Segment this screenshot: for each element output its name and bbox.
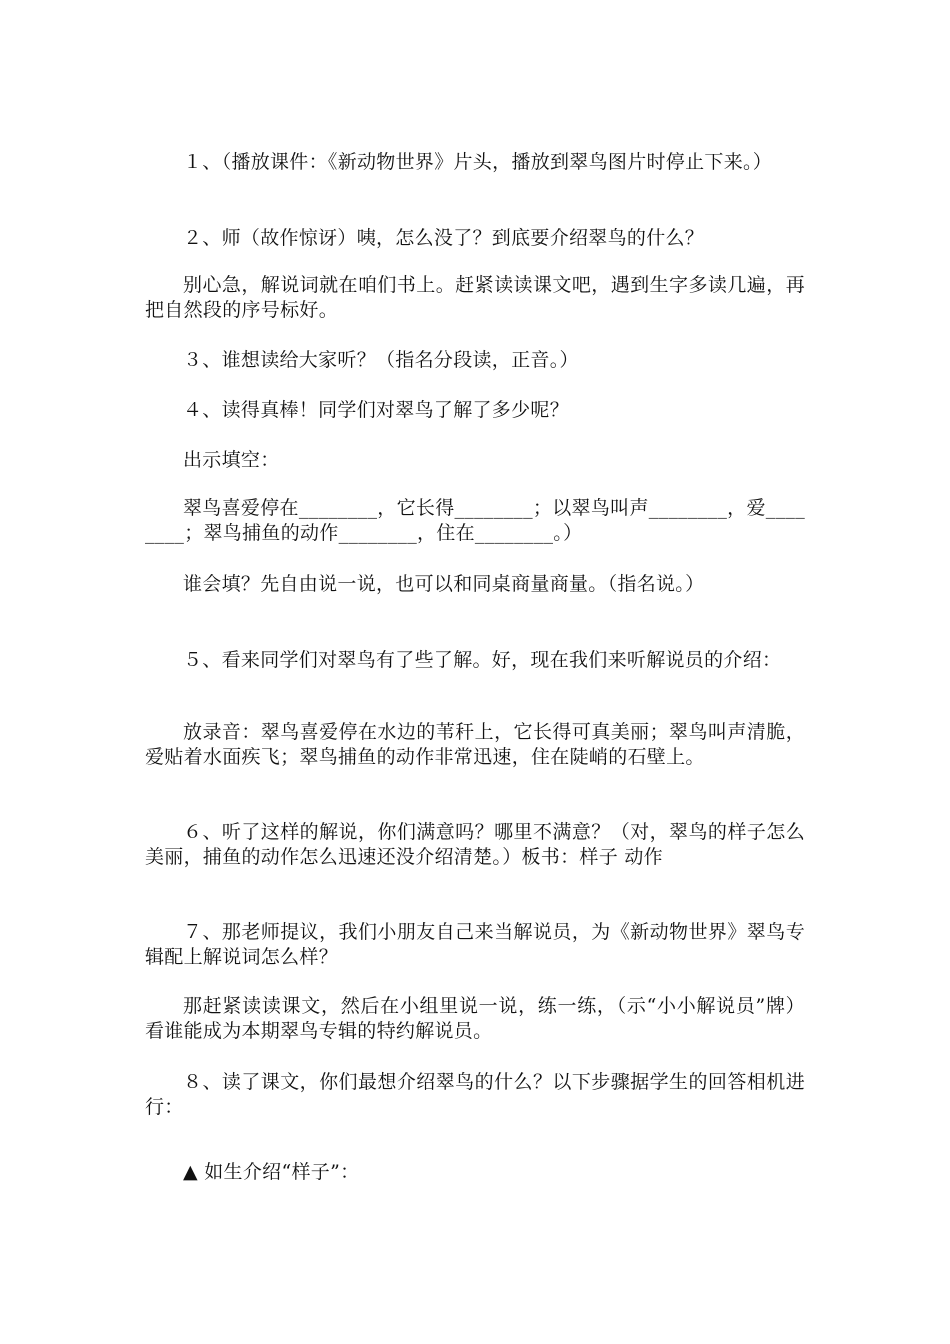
paragraph-5: ４、读得真棒！同学们对翠鸟了解了多少呢？ [183, 399, 570, 421]
paragraph-9: ５、看来同学们对翠鸟有了些了解。好，现在我们来听解说员的介绍： [183, 649, 782, 671]
paragraph-13: 那赶紧读读课文，然后在小组里说一说，练一练，（示“小小解说员”牌）看谁能成为本期翠鸟专辑的特约解说员。 [145, 995, 805, 1042]
paragraph-6: 出示填空： [183, 449, 280, 471]
paragraph-4: ３、谁想读给大家听？（指名分段读，正音。） [183, 349, 579, 371]
paragraph-1: １、（播放课件：《新动物世界》片头，播放到翠鸟图片时停止下来。） [183, 151, 773, 173]
paragraph-12: ７、那老师提议，我们小朋友自己来当解说员，为《新动物世界》翠鸟专辑配上解说词怎么样？ [145, 921, 805, 968]
paragraph-2: ２、师（故作惊讶）咦，怎么没了？到底要介绍翠鸟的什么？ [183, 227, 705, 249]
paragraph-8: 谁会填？先自由说一说，也可以和同桌商量商量。（指名说。） [183, 573, 705, 595]
paragraph-15: ▲ 如生介绍“样子”： [183, 1161, 360, 1183]
paragraph-7-fill-blank: 翠鸟喜爱停在________，它长得________；以翠鸟叫声________，爱________；翠鸟捕鱼的动作________，住在________。） [145, 497, 805, 544]
paragraph-14: ８、读了课文，你们最想介绍翠鸟的什么？以下步骤据学生的回答相机进行： [145, 1071, 805, 1118]
paragraph-10: 放录音：翠鸟喜爱停在水边的苇秆上，它长得可真美丽；翠鸟叫声清脆，爱贴着水面疾飞；翠鸟捕鱼的动作非常迅速，住在陡峭的石壁上。 [145, 721, 805, 768]
paragraph-3: 别心急，解说词就在咱们书上。赶紧读读课文吧，遇到生字多读几遍，再把自然段的序号标好。 [145, 274, 805, 321]
paragraph-11: ６、听了这样的解说，你们满意吗？哪里不满意？（对，翠鸟的样子怎么美丽，捕鱼的动作怎么迅速还没介绍清楚。）板书：样子 动作 [145, 821, 805, 868]
